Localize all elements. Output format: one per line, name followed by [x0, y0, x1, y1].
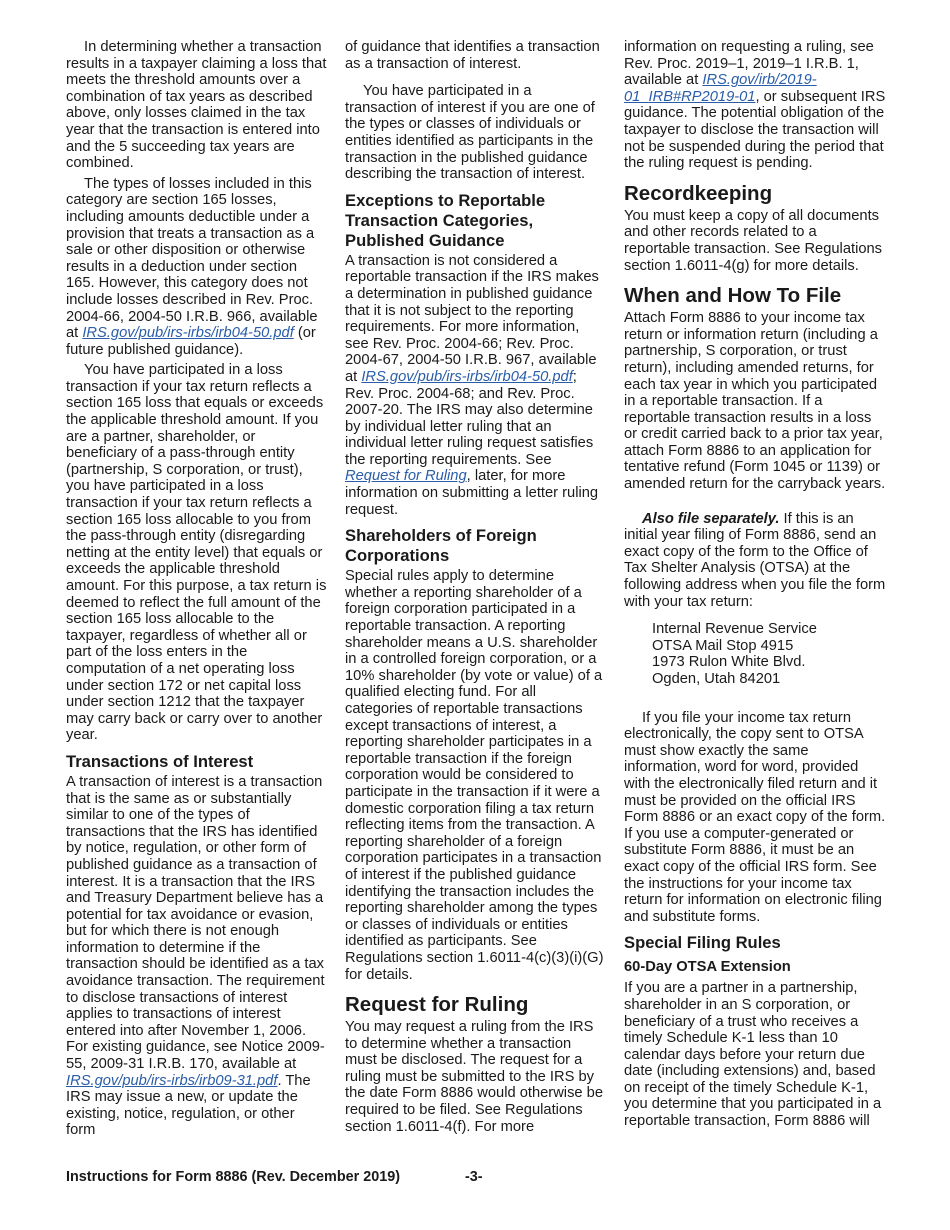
paragraph-electronic-filing: If you file your income tax return electronically, the copy sent to OTSA must show exactly the same information, word for word, provided with the electronically filed return and it must be provided on the official IRS Form 8886 or an exact copy of the form. If you use a computer-generated or substitute Form 8886, it must be an exact copy of the official IRS form. See the instructions for your income tax return for information on electronic filing and substitute forms. [624, 709, 886, 925]
paragraph-also-file-separately [624, 511, 886, 611]
link-irb-2019-01[interactable]: IRS.gov/irb/2019-01_IRB#RP2019-01 [624, 72, 817, 105]
paragraph-recordkeeping: You must keep a copy of all documents and other records related to a reportable transaction. See Regulations section 1.6011-4(g) for more details. [624, 207, 883, 274]
text-span: The types of losses included in this category are section 165 losses, including amounts deductible under a provision that treats a transaction as a sale or other disposition or otherwise results in a deduction under section 165. However, this category does not include losses described in Rev. Proc. 2004-66, 2004-50 I.R.B. 966, available at [66, 175, 318, 342]
text-span: If this is an initial year filing of Form 8886, send an exact copy of the form to the Office of Tax Shelter Analysis (OTSA) at the following address when you file the form with your tax return: [624, 510, 886, 610]
link-request-for-ruling[interactable]: Request for Ruling [345, 468, 467, 485]
link-irb04-50[interactable]: IRS.gov/pub/irs-irbs/irb04-50.pdf [82, 325, 294, 342]
heading-request-for-ruling: Request for Ruling [345, 993, 529, 1017]
heading-foreign-corporations: Shareholders of Foreign Corporations [345, 526, 537, 566]
paragraph-transaction-of-interest [66, 774, 328, 1139]
address-line: 1973 Rulon White Blvd. [652, 654, 806, 671]
paragraph-ruling-continued [624, 39, 886, 172]
otsa-address [652, 621, 886, 687]
text-span: information on requesting a ruling, see Rev. Proc. 2019–1, 2019–1 I.R.B. 1, available at [624, 39, 874, 89]
text-span: (or future published guidance). [66, 325, 316, 358]
text-span: A transaction is not considered a reportable transaction if the IRS makes a determination in published guidance that it is not subject to the reporting requirements. For more information, see Rev. Proc. 2004-66; Rev. Proc. 2004-67, 2004-50 I.R.B. 967, available at [345, 252, 599, 385]
text-span: ; Rev. Proc. 2004-68; and Rev. Proc. 2007-20. The IRS may also determine by individual letter ruling that an individual letter ruling request satisfies the reporting requirements. See [345, 368, 594, 468]
paragraph-threshold-combination: In determining whether a transaction results in a taxpayer claiming a loss that meets the threshold amounts over a combination of tax years as described above, only losses claimed in the tax year that the transaction is entered into and the 5 succeeding tax years are combined. [66, 39, 327, 172]
footer-form-title: Instructions for Form 8886 (Rev. December 2019) [66, 1169, 401, 1185]
text-span: . The IRS may issue a new, or update the existing, notice, regulation, or other form [66, 1072, 311, 1139]
column-middle [345, 39, 607, 1135]
column-right [624, 39, 886, 1130]
text-span: , later, for more information on submitting a letter ruling request. [345, 468, 599, 518]
paragraph-exceptions [345, 253, 607, 519]
heading-when-and-how-to-file: When and How To File [624, 284, 842, 308]
paragraph-loss-types [66, 176, 328, 359]
paragraph-60-day-extension: If you are a partner in a partnership, shareholder in an S corporation, or beneficiary of a trust who receives a timely Schedule K-1 less than 10 calendar days before your return due date (including extensions) and, based on receipt of the timely Schedule K-1, you determine that you participated in a reportable transaction, Form 8886 will [624, 980, 882, 1130]
paragraph-attach-form: Attach Form 8886 to your income tax return or information return (including a partnership, S corporation, or trust return), including amended returns, for each tax year in which you participated in a reportable transaction. If a reportable transaction results in a loss or credit carried back to a prior tax year, attach Form 8886 to an application for tentative refund (Form 1045 or 1139) or amended return for the carryback years. [624, 310, 886, 493]
heading-recordkeeping: Recordkeeping [624, 181, 773, 205]
heading-transactions-of-interest: Transactions of Interest [66, 751, 254, 771]
heading-60-day-extension: 60-Day OTSA Extension [624, 959, 791, 976]
paragraph-foreign-corporations: Special rules apply to determine whether a reporting shareholder of a foreign corporation participated in a reportable transaction. A reporting shareholder means a U.S. shareholder in a controlled foreign corporation, or a 10% shareholder (by vote or value) of a qualified electing fund. For all categories of reportable transactions except transactions of interest, a reporting shareholder participates in a reportable transaction if the foreign corporation would be considered to participate in the transaction if it were a domestic corporation filing a tax return reflecting items from the transaction. A reporting shareholder of a foreign corporation participates in a transaction of interest if the published guidance identifying the transaction includes the reporting shareholder among the types or classes of individuals or entities identified as participants. See Regulations section 1.6011-4(c)(3)(i)(G) for details. [345, 568, 604, 983]
column-left [66, 39, 328, 1139]
text-span: , or subsequent IRS guidance. The potential obligation of the taxpayer to disclose the transaction will not be suspended during the period that the ruling request is pending. [624, 88, 886, 172]
paragraph-request-for-ruling: You may request a ruling from the IRS to determine whether a transaction must be disclosed. The request for a ruling must be submitted to the IRS by the date Form 8886 would otherwise be required to be filed. See Regulations section 1.6011-4(f). For more [345, 1019, 603, 1135]
heading-exceptions: Exceptions to Reportable Transaction Categories, Published Guidance [345, 190, 546, 250]
paragraph-guidance-continued: of guidance that identifies a transaction as a transaction of interest. [345, 39, 600, 72]
link-irb09-31[interactable]: IRS.gov/pub/irs-irbs/irb09-31.pdf [66, 1072, 278, 1089]
paragraph-loss-participation: You have participated in a loss transaction if your tax return reflects a section 165 loss that equals or exceeds the applicable threshold amount. If you are a partner, shareholder, or beneficiary of a pass-through entity (partnership, S corporation, or trust), you have participated in a loss transaction if your tax return reflects a section 165 loss allocable to you from the pass-through entity (disregarding netting at the entity level) that equals or exceeds the applicable threshold amount. For this purpose, a tax return is deemed to reflect the full amount of the section 165 loss allocable to the taxpayer, regardless of whether all or part of the loss enters in the computation of a net operating loss under section 172 or net capital loss under section 1212 that the taxpayer may carry back or carry over to another year. [66, 362, 327, 744]
lead-in-text: Also file separately. [642, 510, 780, 527]
address-line: Ogden, Utah 84201 [652, 671, 781, 687]
address-line: Internal Revenue Service [652, 621, 817, 638]
link-irb04-50[interactable]: IRS.gov/pub/irs-irbs/irb04-50.pdf [361, 368, 573, 385]
paragraph-participated-interest: You have participated in a transaction of interest if you are one of the types or classes of individuals or entities identified as participants in the transaction in the published guidance describing the transaction of interest. [345, 83, 595, 183]
heading-special-filing-rules: Special Filing Rules [624, 933, 781, 953]
text-span: A transaction of interest is a transaction that is the same as or substantially similar to one of the types of transactions that the IRS has identified by notice, regulation, or other form of published guidance as a transaction of interest. It is a transaction that the IRS and Treasury Department believe has a potential for tax avoidance or evasion, but for which there is not enough information to determine if the transaction should be identified as a tax avoidance transaction. The requirement to disclose transactions of interest applies to transactions of interest entered into after November 1, 2006. For existing guidance, see Notice 2009-55, 2009-31 I.R.B. 170, available at [66, 773, 325, 1073]
footer-page-number: -3- [465, 1169, 483, 1185]
address-line: OTSA Mail Stop 4915 [652, 637, 794, 654]
